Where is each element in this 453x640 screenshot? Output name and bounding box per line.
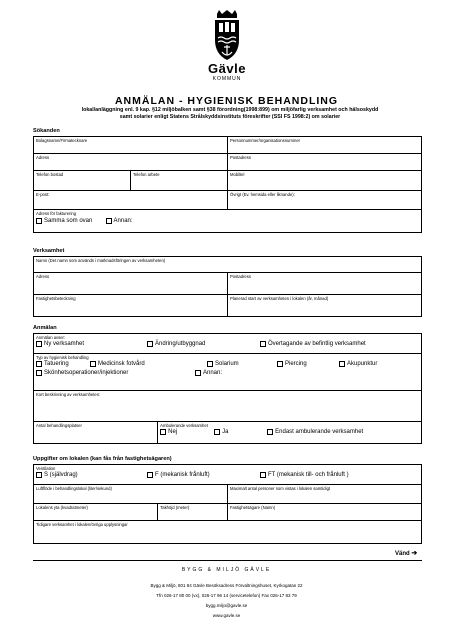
ventilation-cell [34,465,422,485]
municipality-brand [200,62,254,82]
telefon-arbete-field[interactable]: Telefon arbete [131,171,228,191]
tatuering-option[interactable] [36,361,78,367]
personnummer-field[interactable]: Personnummer/organisationsnummer [228,137,422,154]
akupunktur-option[interactable] [339,361,377,367]
solarium-option[interactable] [207,361,265,367]
ventilation-label: Ventilation [36,466,56,471]
section-heading-lokal: Uppgifter om lokalen (kan fås från fastighetsägaren) [33,456,172,462]
andring-option[interactable] [147,341,248,347]
verksamhet-table [33,256,422,317]
takhojd-field[interactable]: Takhöjd (meter) [158,504,228,521]
piercing-label: Piercing [285,360,307,367]
sjalvdrag-option[interactable] [36,472,135,478]
skonhetsoperationer-label: Skönhetsoperationer/injektioner [44,369,129,376]
medicinsk-fotvard-label: Medicinsk fotvård [98,360,145,367]
vand-label: Vänd [395,551,410,557]
verksamhet-namn-field[interactable]: Namn (Det namn som används i marknadsföringen av verksamheten) [34,257,422,273]
kort-beskrivning-field[interactable]: Kort beskrivning av verksamheten: [34,391,422,422]
max-personer-field[interactable]: Maximalt antal personer som vistas i lokalen samtidigt [227,485,421,504]
endast-ambulerande-label: Endast ambulerande verksamhet [275,428,364,435]
annan-faktura-checkbox[interactable] [106,218,112,224]
footer-brand: BYGG & MILJÖ GÄVLE [181,567,272,573]
footer-phone: Tfn 026-17 80 00 (vx), 026-17 96 14 (servicetelefon) Fax 026-17 83 79 [156,593,297,598]
mobiltel-field[interactable]: Mobiltel [228,171,422,191]
annan-behandling-option[interactable] [195,370,222,376]
anmalan-table [33,333,422,444]
piercing-checkbox[interactable] [277,361,283,367]
overtagande-checkbox[interactable] [260,341,266,347]
ambulerande-label: Ambulerande verksamhet [160,423,208,428]
nej-label: Nej [168,428,178,435]
samma-som-ovan-checkbox[interactable] [36,218,42,224]
lokalens-yta-field[interactable]: Lokalens yta (kvadratmeter) [34,504,158,521]
solarium-checkbox[interactable] [207,361,213,367]
footer-email[interactable]: bygg.miljo@gavle.se [205,603,248,608]
form-subtitle [30,107,430,121]
faktura-adress-cell [34,210,422,233]
ny-verksamhet-option[interactable] [36,341,135,347]
sjalvdrag-checkbox[interactable] [36,472,42,478]
luftflode-field[interactable]: Luftflöde i behandlingslokal (liter/sekund) [34,485,228,504]
annan-behandling-checkbox[interactable] [195,370,201,376]
anmalan-avser-label: Anmälan avser: [36,335,66,340]
ovrigt-field[interactable]: Övrigt (Ev. hemsida eller liknande): [228,191,422,210]
bolagsnamn-field[interactable]: Bolagsnamn/Firmatecknare [34,137,228,154]
overtagande-label: Övertagande av befintlig verksamhet [268,340,366,347]
typ-av-behandling-cell [34,354,422,391]
annan-behandling-label: Annan: [203,369,223,376]
ja-label: Ja [222,428,229,435]
franluft-checkbox[interactable] [147,472,153,478]
medicinsk-fotvard-checkbox[interactable] [90,361,96,367]
municipality-sub: KOMMUN [212,76,242,82]
till-och-franluft-checkbox[interactable] [260,472,266,478]
akupunktur-checkbox[interactable] [339,361,345,367]
faktura-adress-label: Adress för fakturering [36,211,77,216]
subtitle-line-1: lokal/anläggning enl. 9 kap. §12 miljöbalken samt §38 förordning(1998:899) om miljöfarlig verksamhet och hälsoskydd [81,107,379,113]
sokanden-adress-field[interactable]: Adress [34,154,228,171]
nej-option[interactable] [160,429,202,435]
anmalan-avser-cell [34,334,422,354]
ja-option[interactable] [214,429,255,435]
section-heading-sokanden: Sökanden [33,128,60,134]
lokal-table [33,464,422,544]
annan-faktura-label: Annan: [113,217,133,224]
akupunktur-label: Akupunktur [347,360,378,367]
skonhetsoperationer-checkbox[interactable] [36,370,42,376]
ambulerande-cell [158,422,422,444]
samma-som-ovan-option[interactable] [36,218,92,224]
telefon-bostad-field[interactable]: Telefon bostad [34,171,131,191]
planerad-start-field[interactable]: Planerad start av verksamheten i lokalen (år, månad) [228,295,422,317]
tatuering-checkbox[interactable] [36,361,42,367]
franluft-option[interactable] [147,472,248,478]
form-title: ANMÄLAN - HYGIENISK BEHANDLING [114,95,339,107]
tatuering-label: Tatuering [44,360,69,367]
sokanden-table [33,136,422,233]
tidigare-verksamhet-field[interactable]: Tidigare verksamhet i lokalen/övriga upplysningar [34,521,422,544]
epost-field[interactable]: E-post: [34,191,228,210]
section-heading-verksamhet: Verksamhet [33,248,65,254]
footer-web[interactable]: www.gavle.se [212,613,241,618]
samma-som-ovan-label: Samma som ovan [44,217,93,224]
annan-faktura-option[interactable] [106,218,133,224]
fastighetsbeteckning-field[interactable]: Fastighetsbeteckning [34,295,228,317]
verksamhet-postadress-field[interactable]: Postadress [228,273,422,295]
footer-divider [33,560,422,561]
solarium-label: Solarium [215,360,239,367]
subtitle-line-2: samt solarier enligt Statens Strålskyddsinstituts föreskrifter (SSI FS 1998:2) om solarier [119,114,341,120]
ny-verksamhet-checkbox[interactable] [36,341,42,347]
municipality-name: Gävle [208,61,246,76]
typ-av-behandling-label: Typ av hygienisk behandling [36,355,89,360]
footer-address: Bygg & Miljö, 801 84 Gävle Besöksadress Förvaltningshuset, Kyrkogatan 22 [150,583,303,588]
franluft-label: F (mekanisk frånluft) [155,471,210,478]
andring-label: Ändring/utbyggnad [155,340,206,347]
till-och-franluft-option[interactable] [260,472,349,478]
till-och-franluft-label: FT (mekanisk till- och frånluft ) [268,471,349,478]
sokanden-postadress-field[interactable]: Postadress [228,154,422,171]
ny-verksamhet-label: Ny verksamhet [44,340,85,347]
turn-page-indicator [395,549,417,557]
fastighetsagare-field[interactable]: Fastighetsägare (Namn) [227,504,421,521]
skonhetsoperationer-option[interactable] [36,370,183,376]
medicinsk-fotvard-option[interactable] [90,361,195,367]
section-heading-anmalan: Anmälan [33,325,57,331]
sjalvdrag-label: S (självdrag) [44,471,78,478]
verksamhet-adress-field[interactable]: Adress [34,273,228,295]
arrow-right-icon: ➔ [411,550,418,557]
overtagande-option[interactable] [260,341,366,347]
ja-checkbox[interactable] [214,429,220,435]
piercing-option[interactable] [277,361,327,367]
antal-behandlingsplatser-field[interactable]: Antal behandlingsplatser [34,422,158,444]
andring-checkbox[interactable] [147,341,153,347]
endast-ambulerande-checkbox[interactable] [267,429,273,435]
endast-ambulerande-option[interactable] [267,429,363,435]
nej-checkbox[interactable] [160,429,166,435]
